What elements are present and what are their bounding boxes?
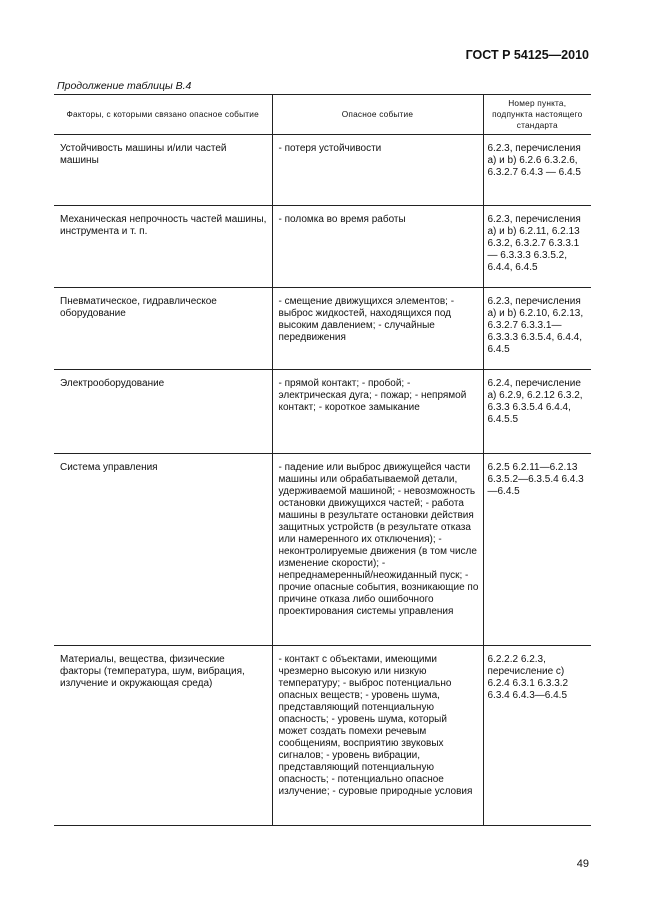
event-cell: - потеря устойчивости [272, 135, 483, 206]
clause-cell: 6.2.3, перечисления а) и b) 6.2.6 6.3.2.6, 6.3.2.7 6.4.3 — 6.4.5 [483, 135, 591, 206]
event-cell: - прямой контакт; - пробой; - электрическая дуга; - пожар; - непрямой контакт; - короткое замыкание [272, 370, 483, 454]
page-number: 49 [576, 858, 589, 870]
factor-cell: Устойчивость машины и/или частей машины [54, 135, 272, 206]
event-cell: - контакт с объектами, имеющими чрезмерно высокую или низкую температуру; - выброс потенциально опасных веществ; - уровень шума, представляющий потенциальную опасность; - уровень шума, который может создать помехи речевым сообщениям, восприятию звуковых сигналов; - уровень вибрации, представляющий потенциальную опасность; - потенциально опасное излучение; - суровые природные условия [272, 646, 483, 826]
factor-cell: Материалы, вещества, физические факторы (температура, шум, вибрация, излучение и окружающая среда) [54, 646, 272, 826]
table-row [54, 370, 591, 454]
column-header-clause: Номер пункта, подпункта настоящего стандарта [483, 95, 591, 135]
clause-cell: 6.2.3, перечисления а) и b) 6.2.11, 6.2.13 6.3.2, 6.3.2.7 6.3.3.1 — 6.3.3.3 6.3.5.2, 6.4.4, 6.4.5 [483, 206, 591, 288]
table-row [54, 288, 591, 370]
factor-cell: Электрооборудование [54, 370, 272, 454]
clause-cell: 6.2.4, перечисление а) 6.2.9, 6.2.12 6.3.2, 6.3.3 6.3.5.4 6.4.4, 6.4.5.5 [483, 370, 591, 454]
clause-cell: 6.2.5 6.2.11—6.2.13 6.3.5.2—6.3.5.4 6.4.3—6.4.5 [483, 454, 591, 646]
event-cell: - поломка во время работы [272, 206, 483, 288]
factor-cell: Пневматическое, гидравлическое оборудование [54, 288, 272, 370]
factor-cell: Система управления [54, 454, 272, 646]
event-cell: - падение или выброс движущейся части машины или обрабатываемой детали, удерживаемой машиной; - невозможность остановки движущихся частей; - работа машины в результате остановки действия защитных устройств (в результате отказа или намеренного их отключения); - неконтролируемые движения (в том числе изменение скорости); - непреднамеренный/неожиданный пуск; - прочие опасные события, возникающие по причине отказа либо ошибочного проектирования системы управления [272, 454, 483, 646]
event-cell: - смещение движущихся элементов; - выброс жидкостей, находящихся под высоким давлением; - случайные передвижения [272, 288, 483, 370]
table-caption: Продолжение таблицы В.4 [57, 80, 192, 92]
table-row [54, 206, 591, 288]
table-row [54, 646, 591, 826]
column-header-event: Опасное событие [272, 95, 483, 135]
clause-cell: 6.2.3, перечисления а) и b) 6.2.10, 6.2.13, 6.3.2.7 6.3.3.1—6.3.3.3 6.3.5.4, 6.4.4, 6.4.5 [483, 288, 591, 370]
table-row [54, 135, 591, 206]
table-header-row [54, 95, 591, 135]
column-header-factors: Факторы, с которыми связано опасное событие [54, 95, 272, 135]
clause-cell: 6.2.2.2 6.2.3, перечисление с) 6.2.4 6.3.1 6.3.3.2 6.3.4 6.4.3—6.4.5 [483, 646, 591, 826]
factor-cell: Механическая непрочность частей машины, инструмента и т. п. [54, 206, 272, 288]
hazards-table [54, 94, 591, 826]
standard-id: ГОСТ Р 54125—2010 [465, 48, 589, 62]
table-row [54, 454, 591, 646]
